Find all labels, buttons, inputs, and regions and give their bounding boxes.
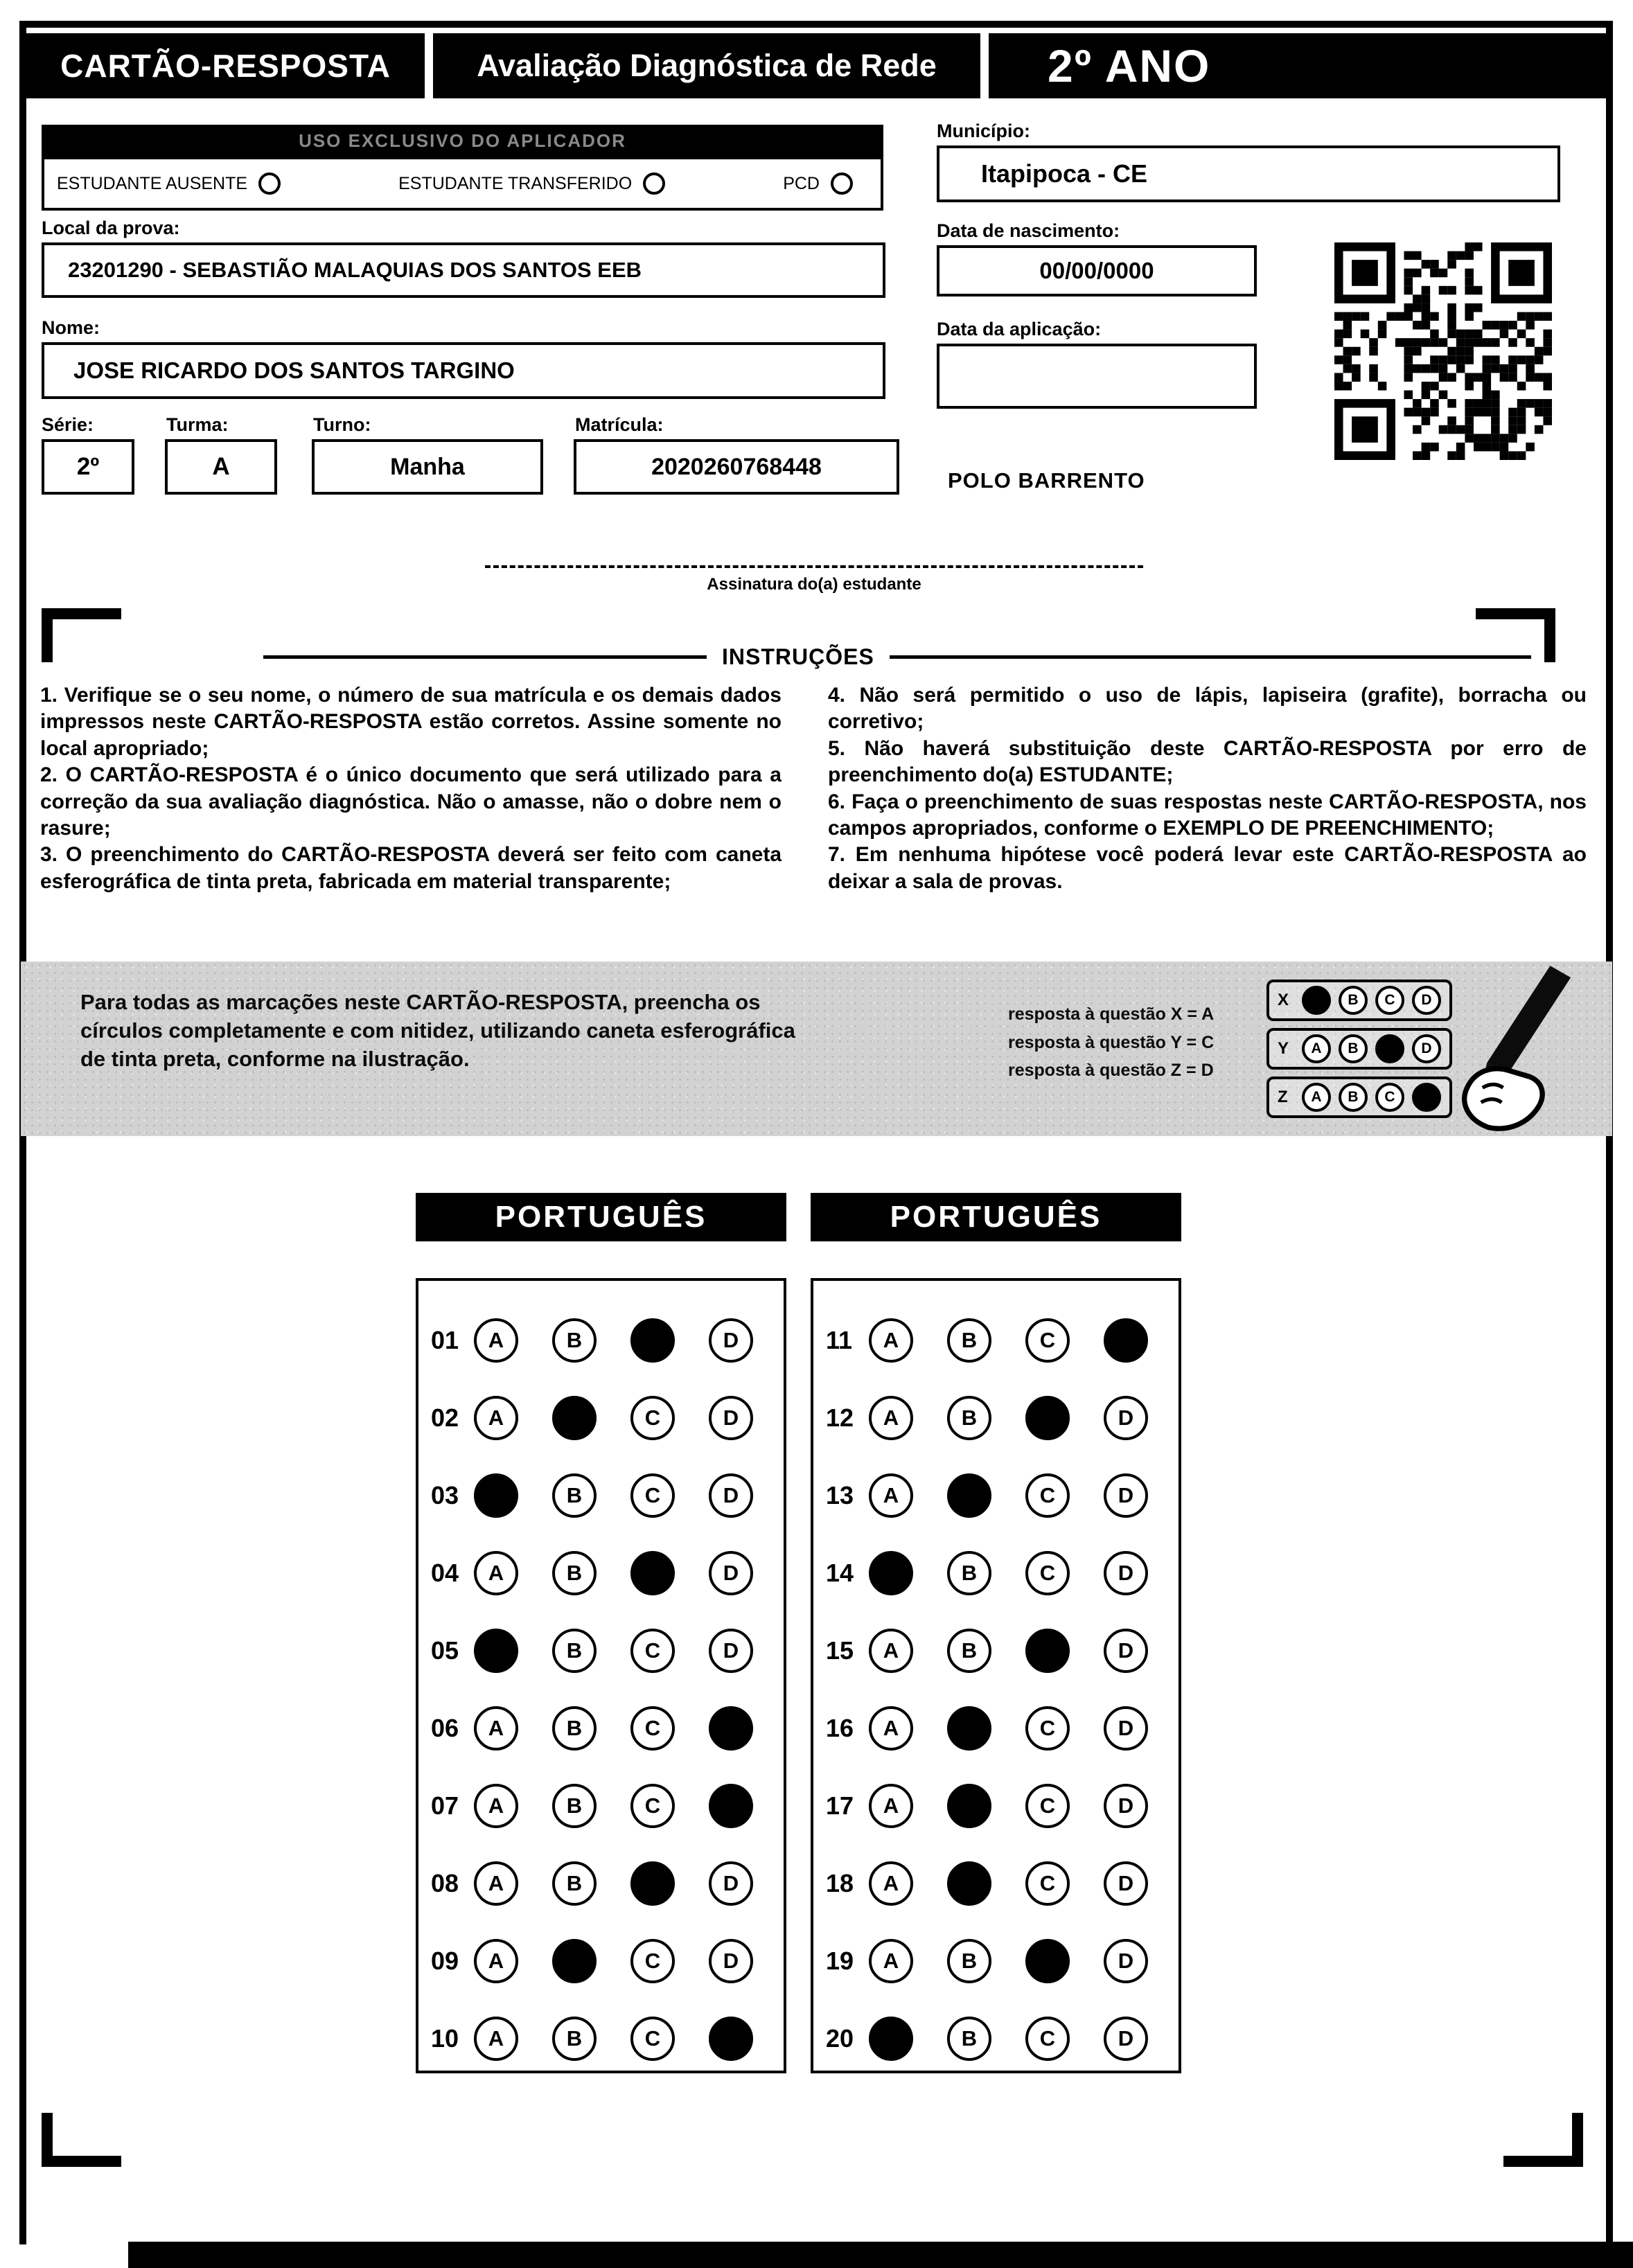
bottom-registration-bar <box>128 2242 1633 2268</box>
example-row <box>1266 980 1452 1021</box>
answer-bubble[interactable] <box>630 1318 675 1363</box>
answer-bubble[interactable]: B <box>947 1551 991 1595</box>
section-header-portugues-2: PORTUGUÊS <box>811 1193 1181 1241</box>
registration-mark-bottom-left <box>42 2113 121 2167</box>
question-number: 08 <box>431 1869 459 1897</box>
nome-label: Nome: <box>42 317 100 338</box>
answer-bubble[interactable]: D <box>709 1318 753 1363</box>
answer-bubble[interactable]: B <box>552 1706 597 1751</box>
polo-label: POLO BARRENTO <box>948 468 1145 493</box>
instruction-item: 3. O preenchimento do CARTÃO-RESPOSTA deverá ser feito com caneta esferográfica de tinta preta, fabricada em material transparente; <box>40 843 782 893</box>
serie-label: Série: <box>42 414 94 435</box>
answer-bubble[interactable]: A <box>474 1396 518 1440</box>
divider-line <box>263 655 707 659</box>
hand-pen-illustration <box>1433 964 1608 1133</box>
answer-bubble[interactable]: B <box>552 1551 597 1595</box>
question-number: 15 <box>826 1636 854 1665</box>
answer-bubble[interactable] <box>552 1396 597 1440</box>
question-number: 02 <box>431 1403 459 1432</box>
answer-bubble[interactable]: A <box>869 1706 913 1751</box>
answer-bubble[interactable]: C <box>1025 2017 1070 2061</box>
turma-value: A <box>165 439 277 495</box>
answer-bubble[interactable]: C <box>1025 1473 1070 1518</box>
question-number: 18 <box>826 1869 854 1897</box>
answer-bubble[interactable]: A <box>474 1784 518 1828</box>
question-row <box>431 1922 784 2000</box>
question-row <box>826 1302 1179 1379</box>
answer-bubble[interactable]: B <box>552 1473 597 1518</box>
example-legend <box>1008 1000 1214 1085</box>
grade-label: 2º ANO <box>989 33 1606 98</box>
answer-bubble[interactable] <box>1025 1629 1070 1673</box>
turno-label: Turno: <box>313 414 371 435</box>
answer-bubble[interactable] <box>474 1629 518 1673</box>
answer-bubble[interactable]: C <box>1025 1551 1070 1595</box>
example-legend-line: resposta à questão Z = D <box>1008 1061 1214 1080</box>
question-row <box>826 1534 1179 1612</box>
answer-bubble[interactable]: A <box>474 1939 518 1983</box>
question-row <box>431 1302 784 1379</box>
answer-bubble[interactable] <box>709 1784 753 1828</box>
question-row <box>431 1690 784 1767</box>
applicator-option-bubble[interactable] <box>258 172 281 195</box>
question-number: 13 <box>826 1481 854 1509</box>
answer-bubble[interactable] <box>709 2017 753 2061</box>
answer-bubble[interactable]: B <box>947 1396 991 1440</box>
answer-bubble[interactable] <box>947 1706 991 1751</box>
section-header-portugues-1: PORTUGUÊS <box>416 1193 786 1241</box>
question-row <box>431 1379 784 1457</box>
answer-bubble[interactable]: C <box>630 1784 675 1828</box>
question-row <box>826 1457 1179 1534</box>
answer-bubble[interactable]: D <box>709 1939 753 1983</box>
instruction-item: 1. Verifique se o seu nome, o número de sua matrícula e os demais dados impressos neste CARTÃO-RESPOSTA estão corretos. Assine somente no local apropriado; <box>40 684 782 760</box>
matricula-label: Matrícula: <box>575 414 664 435</box>
question-row <box>431 2000 784 2077</box>
answer-bubble[interactable]: B <box>947 1318 991 1363</box>
answer-bubble[interactable]: D <box>709 1629 753 1673</box>
answer-bubble[interactable] <box>947 1784 991 1828</box>
matricula-value: 2020260768448 <box>574 439 899 495</box>
question-row <box>431 1534 784 1612</box>
question-number: 11 <box>826 1326 853 1354</box>
header-bar <box>26 33 1606 98</box>
form-title: CARTÃO-RESPOSTA <box>26 33 425 98</box>
registration-mark-top-left <box>42 608 121 662</box>
signature-label: Assinatura do(a) estudante <box>707 575 921 594</box>
question-row <box>431 1845 784 1922</box>
local-da-prova-label: Local da prova: <box>42 218 180 238</box>
municipio-label: Município: <box>937 121 1030 141</box>
example-row-label: Z <box>1278 1088 1288 1106</box>
nascimento-label: Data de nascimento: <box>937 220 1120 241</box>
answer-bubble[interactable]: C <box>630 2017 675 2061</box>
answer-bubble[interactable]: A <box>869 1861 913 1906</box>
answer-bubble[interactable]: B <box>552 2017 597 2061</box>
example-answer-bubble[interactable]: D <box>1412 986 1441 1015</box>
question-number: 07 <box>431 1791 459 1820</box>
answer-bubble[interactable] <box>1104 1318 1148 1363</box>
example-answer-bubble[interactable]: C <box>1375 1083 1404 1112</box>
question-number: 03 <box>431 1481 459 1509</box>
local-da-prova-value: 23201290 - SEBASTIÃO MALAQUIAS DOS SANTOS EEB <box>42 242 885 298</box>
example-legend-line: resposta à questão X = A <box>1008 1004 1215 1024</box>
applicator-option <box>783 172 853 195</box>
question-number: 09 <box>431 1947 459 1975</box>
fill-notice-band <box>21 962 1612 1136</box>
turma-label: Turma: <box>166 414 229 435</box>
qr-code <box>1334 242 1552 460</box>
answer-bubble[interactable] <box>630 1551 675 1595</box>
answer-bubble[interactable] <box>630 1861 675 1906</box>
example-answer-bubble[interactable]: B <box>1339 1034 1368 1063</box>
answer-bubble[interactable]: C <box>630 1396 675 1440</box>
instruction-item: 4. Não será permitido o uso de lápis, lapiseira (grafite), borracha ou corretivo; <box>828 684 1587 734</box>
answer-bubble[interactable]: D <box>709 1473 753 1518</box>
applicator-option <box>57 172 281 195</box>
question-number: 17 <box>826 1791 854 1820</box>
instruction-item: 6. Faça o preenchimento de suas respostas neste CARTÃO-RESPOSTA, nos campos apropriados, conforme o EXEMPLO DE PREENCHIMENTO; <box>828 790 1587 840</box>
answer-bubble[interactable]: D <box>1104 1473 1148 1518</box>
question-number: 14 <box>826 1559 854 1587</box>
answer-bubble[interactable]: C <box>1025 1784 1070 1828</box>
applicator-option-label: ESTUDANTE AUSENTE <box>57 173 248 193</box>
answer-bubble[interactable]: D <box>1104 1784 1148 1828</box>
answer-bubble[interactable]: D <box>1104 2017 1148 2061</box>
question-number: 12 <box>826 1403 854 1432</box>
example-row <box>1266 1028 1452 1070</box>
answer-bubble[interactable]: D <box>709 1396 753 1440</box>
instructions-header <box>263 644 1531 670</box>
applicator-option-label: PCD <box>783 173 820 193</box>
answer-bubble[interactable] <box>869 2017 913 2061</box>
answer-grid <box>811 1278 1181 2073</box>
example-answer-bubble[interactable]: B <box>1339 1083 1368 1112</box>
example-row-label: Y <box>1278 1039 1289 1058</box>
question-row <box>826 1690 1179 1767</box>
question-number: 04 <box>431 1559 459 1587</box>
applicator-exclusive-bar: USO EXCLUSIVO DO APLICADOR <box>42 125 883 157</box>
serie-value: 2º <box>42 439 134 495</box>
answer-bubble[interactable]: A <box>869 1396 913 1440</box>
answer-bubble[interactable]: D <box>1104 1629 1148 1673</box>
answer-bubble[interactable] <box>474 1473 518 1518</box>
answer-bubble[interactable]: A <box>869 1318 913 1363</box>
answer-bubble[interactable]: A <box>474 1706 518 1751</box>
answer-bubble[interactable]: B <box>947 1939 991 1983</box>
answer-bubble[interactable]: A <box>869 1939 913 1983</box>
question-number: 20 <box>826 2024 854 2053</box>
answer-bubble[interactable] <box>1025 1396 1070 1440</box>
answer-bubble[interactable] <box>552 1939 597 1983</box>
answer-bubble[interactable] <box>947 1861 991 1906</box>
applicator-option-bubble[interactable] <box>643 172 665 195</box>
example-answer-bubble[interactable] <box>1302 986 1331 1015</box>
example-answer-bubble[interactable]: A <box>1302 1083 1331 1112</box>
question-row <box>431 1767 784 1845</box>
question-row <box>826 1379 1179 1457</box>
question-row <box>826 1767 1179 1845</box>
question-row <box>826 1845 1179 1922</box>
answer-bubble[interactable] <box>1025 1939 1070 1983</box>
answer-bubble[interactable]: B <box>947 2017 991 2061</box>
question-row <box>826 1922 1179 2000</box>
example-row <box>1266 1077 1452 1118</box>
answer-bubble[interactable]: A <box>869 1784 913 1828</box>
aplicacao-label: Data da aplicação: <box>937 319 1102 339</box>
answer-grid <box>416 1278 786 2073</box>
example-grid <box>1266 980 1452 1118</box>
instructions-right <box>828 682 1587 895</box>
instructions-title: INSTRUÇÕES <box>722 644 874 669</box>
answer-bubble[interactable]: D <box>709 1861 753 1906</box>
example-row-label: X <box>1278 991 1289 1009</box>
applicator-options-box <box>42 157 883 211</box>
instruction-item: 7. Em nenhuma hipótese você poderá levar este CARTÃO-RESPOSTA ao deixar a sala de provas. <box>828 843 1587 893</box>
answer-bubble[interactable]: D <box>709 1551 753 1595</box>
turno-value: Manha <box>312 439 543 495</box>
answer-bubble[interactable]: A <box>474 2017 518 2061</box>
question-number: 10 <box>431 2024 459 2053</box>
registration-mark-bottom-right <box>1503 2113 1583 2167</box>
answer-bubble[interactable]: B <box>552 1861 597 1906</box>
question-row <box>826 2000 1179 2077</box>
answer-bubble[interactable]: D <box>1104 1396 1148 1440</box>
question-number: 19 <box>826 1947 854 1975</box>
answer-bubble[interactable]: C <box>1025 1861 1070 1906</box>
example-legend-line: resposta à questão Y = C <box>1008 1032 1215 1052</box>
example-answer-bubble[interactable]: D <box>1412 1034 1441 1063</box>
answer-bubble[interactable]: A <box>474 1318 518 1363</box>
example-answer-bubble[interactable]: A <box>1302 1034 1331 1063</box>
answer-bubble[interactable]: C <box>630 1473 675 1518</box>
fill-notice-text: Para todas as marcações neste CARTÃO-RESPOSTA, preencha os círculos completamente e com nitidez, utilizando caneta esferográfica de tinta preta, conforme na ilustração. <box>80 990 795 1072</box>
answer-bubble[interactable]: C <box>630 1706 675 1751</box>
answer-bubble[interactable]: A <box>869 1473 913 1518</box>
question-number: 06 <box>431 1714 459 1742</box>
applicator-option <box>398 172 665 195</box>
instruction-item: 5. Não haverá substituição deste CARTÃO-RESPOSTA por erro de preenchimento do(a) ESTUDANTE; <box>828 736 1587 787</box>
applicator-option-label: ESTUDANTE TRANSFERIDO <box>398 173 633 193</box>
divider-line <box>890 655 1531 659</box>
question-number: 01 <box>431 1326 459 1354</box>
answer-bubble[interactable] <box>709 1706 753 1751</box>
question-row <box>826 1612 1179 1690</box>
example-answer-bubble[interactable]: B <box>1339 986 1368 1015</box>
aplicacao-value[interactable] <box>937 344 1257 409</box>
nascimento-value: 00/00/0000 <box>937 245 1257 296</box>
instructions-left <box>40 682 782 895</box>
answer-bubble[interactable]: C <box>1025 1706 1070 1751</box>
signature-line[interactable] <box>485 565 1143 568</box>
answer-bubble[interactable]: D <box>1104 1706 1148 1751</box>
answer-bubble[interactable]: A <box>474 1551 518 1595</box>
answer-bubble[interactable]: B <box>552 1318 597 1363</box>
answer-bubble[interactable] <box>947 1473 991 1518</box>
answer-bubble[interactable]: D <box>1104 1861 1148 1906</box>
answer-bubble[interactable]: D <box>1104 1551 1148 1595</box>
answer-bubble[interactable]: C <box>1025 1318 1070 1363</box>
municipio-value: Itapipoca - CE <box>937 145 1560 202</box>
instruction-item: 2. O CARTÃO-RESPOSTA é o único documento que será utilizado para a correção da sua avaliação diagnóstica. Não o amasse, não o dobre nem o rasure; <box>40 763 782 840</box>
question-number: 16 <box>826 1714 854 1742</box>
question-row <box>431 1457 784 1534</box>
answer-bubble[interactable]: B <box>947 1629 991 1673</box>
answer-bubble[interactable]: A <box>474 1861 518 1906</box>
answer-bubble[interactable]: D <box>1104 1939 1148 1983</box>
example-answer-bubble[interactable] <box>1375 1034 1404 1063</box>
answer-bubble[interactable]: C <box>630 1629 675 1673</box>
applicator-option-bubble[interactable] <box>831 172 853 195</box>
form-subtitle: Avaliação Diagnóstica de Rede <box>433 33 980 98</box>
question-number: 05 <box>431 1636 459 1665</box>
answer-bubble[interactable]: B <box>552 1629 597 1673</box>
example-answer-bubble[interactable]: C <box>1375 986 1404 1015</box>
question-row <box>431 1612 784 1690</box>
answer-bubble[interactable]: B <box>552 1784 597 1828</box>
answer-bubble[interactable]: C <box>630 1939 675 1983</box>
answer-bubble[interactable]: A <box>869 1629 913 1673</box>
nome-value: JOSE RICARDO DOS SANTOS TARGINO <box>42 342 885 399</box>
answer-bubble[interactable] <box>869 1551 913 1595</box>
